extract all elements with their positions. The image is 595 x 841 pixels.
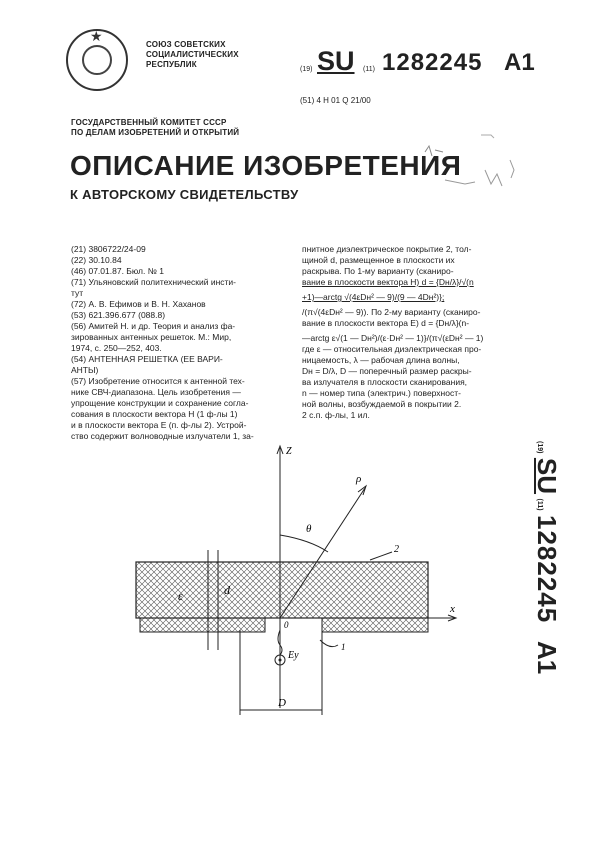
biblio-line: (71) Ульяновский политехнический инсти- xyxy=(71,277,236,287)
abstract-line: пнитное диэлектрическое покрытие 2, тол- xyxy=(302,244,472,254)
patent-number: 1282245 xyxy=(382,49,483,76)
abstract-line: n — номер типа (электрич.) поверхност- xyxy=(302,388,461,398)
abstract-line: 2 с.п. ф-лы, 1 ил. xyxy=(302,410,370,420)
theta-arc xyxy=(280,535,328,552)
biblio-line: упрощение конструкции и сохранение согла- xyxy=(71,398,249,408)
z-label: Z xyxy=(286,446,292,457)
abstract-line: щиной d, размещенное в плоскости их xyxy=(302,255,455,265)
abstract-line: вание в плоскости вектора H) d = {Dн/λ}/√(n xyxy=(302,277,474,287)
biblio-line: (46) 07.01.87. Бюл. № 1 xyxy=(71,266,164,276)
right-flange xyxy=(322,618,428,632)
abstract-line: Dн = D/λ, D — поперечный размер раскры- xyxy=(302,366,472,376)
label-2: 2 xyxy=(394,544,399,555)
label-1: 1 xyxy=(341,642,346,652)
biblio-line: (54) АНТЕННАЯ РЕШЕТКА (ЕЕ ВАРИ- xyxy=(71,354,223,364)
abstract-line: раскрыва. По 1-му варианту (сканиро- xyxy=(302,266,454,276)
biblio-line: сования в плоскости вектора H (1 ф-лы 1) xyxy=(71,409,238,419)
abstract-line: где ε — относительная диэлектрическая про- xyxy=(302,344,482,354)
document-title: ОПИСАНИЕ ИЗОБРЕТЕНИЯ xyxy=(70,150,462,181)
D-label: D xyxy=(278,697,286,709)
abstract-line: вание в плоскости вектора E) d = {Dн/λ}(n- xyxy=(302,318,470,328)
abstract-line: ной волны, возбуждаемой в покрытии 2. xyxy=(302,399,462,409)
biblio-line: (22) 30.10.84 xyxy=(71,255,122,265)
theta-label: θ xyxy=(306,523,312,535)
leader-1 xyxy=(320,640,338,647)
abstract-line: ва излучателя в плоскости сканирования, xyxy=(302,377,468,387)
abstract-line: +1)—arctg √(4εDн² — 9)/(9 — 4Dн²)}; xyxy=(302,292,445,302)
ussr-name: СОЮЗ СОВЕТСКИХ СОЦИАЛИСТИЧЕСКИХ РЕСПУБЛИК xyxy=(146,40,239,69)
biblio-line: и в плоскости вектора E (п. ф-лы 2). Устрой- xyxy=(71,420,247,430)
antenna-array-figure xyxy=(130,440,470,730)
abstract-line: /(π√(4εDн² — 9)). По 2-му варианту (сканиро- xyxy=(302,307,481,317)
document-subtitle: К АВТОРСКОМУ СВИДЕТЕЛЬСТВУ xyxy=(70,187,299,202)
leader-2 xyxy=(370,552,392,560)
bibliographic-data xyxy=(71,244,286,442)
biblio-line: (57) Изобретение относится к антенной тех- xyxy=(71,376,245,386)
biblio-line: (21) 3806722/24-09 xyxy=(71,244,146,254)
rho-arrow-icon xyxy=(358,486,366,495)
biblio-line: ство содержит волноводные излучатели 1, за- xyxy=(71,431,254,441)
d-label: d xyxy=(224,583,230,597)
origin-label: 0 xyxy=(284,620,289,630)
abstract-continuation xyxy=(302,244,532,421)
code-11: (11) xyxy=(363,66,375,73)
patent-kind: A1 xyxy=(504,49,535,76)
country-code: SU xyxy=(317,46,355,76)
biblio-line: 1974, с. 250—252, 403. xyxy=(71,343,162,353)
biblio-line: (53) 621.396.677 (088.8) xyxy=(71,310,166,320)
code-19: (19) xyxy=(300,66,313,73)
biblio-line: зированных антенных решеток. М.: Мир, xyxy=(71,332,232,342)
x-label: x xyxy=(450,603,455,615)
biblio-line: нике СВЧ-диапазона. Цель изобретения — xyxy=(71,387,241,397)
rho-label: ρ xyxy=(356,473,362,485)
ey-label: Ey xyxy=(288,650,299,661)
state-emblem-icon: ★ xyxy=(66,29,128,91)
left-flange xyxy=(140,618,265,632)
ipc-classification: (51) 4 H 01 Q 21/00 xyxy=(300,96,371,105)
abstract-line: —arctg ε√(1 — Dн²)/(ε·Dн² — 1)}/(π√(εDн² — 1) xyxy=(302,333,484,343)
biblio-line: (56) Амитей Н. и др. Теория и анализ фа- xyxy=(71,321,236,331)
biblio-line: тут xyxy=(71,288,84,298)
biblio-line: АНТЫ) xyxy=(71,365,99,375)
side-patent-number: (19) SU (11) 1282245 A1 xyxy=(532,441,562,675)
committee-name: ГОСУДАРСТВЕННЫЙ КОМИТЕТ СССР ПО ДЕЛАМ ИЗОБРЕТЕНИЙ И ОТКРЫТИЙ xyxy=(71,118,240,137)
abstract-line: ницаемость, λ — рабочая длина волны, xyxy=(302,355,460,365)
biblio-line: (72) А. В. Ефимов и В. Н. Хаханов xyxy=(71,299,206,309)
epsilon-label: ε xyxy=(178,589,183,603)
